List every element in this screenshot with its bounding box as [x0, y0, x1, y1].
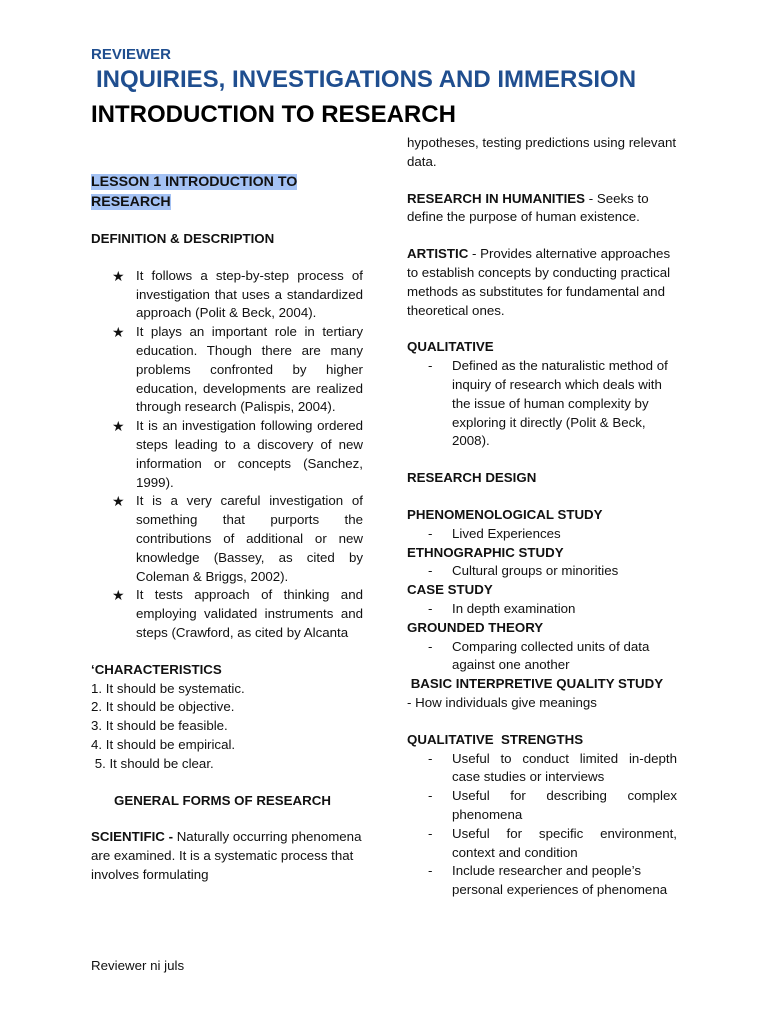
scientific-text: Naturally occurring phenomena are examined. It is a systematic process that involves formulating	[91, 829, 362, 882]
dash-bullet: -	[428, 863, 433, 879]
qualitative-heading: QUALITATIVE	[407, 339, 494, 355]
strengths-heading: QUALITATIVE STRENGTHS	[407, 731, 584, 747]
basic-interpretive-heading: BASIC INTERPRETIVE QUALITY STUDY	[407, 676, 664, 692]
dash-bullet: -	[428, 563, 433, 579]
reviewer-label: REVIEWER	[91, 46, 172, 63]
qualitative-list	[407, 357, 677, 451]
star-icon: ★	[112, 493, 125, 510]
list-item: - Useful to conduct limited in-depth case studies or interviews	[428, 750, 677, 785]
dash-bullet: -	[428, 525, 433, 541]
humanities-label: RESEARCH IN HUMANITIES	[407, 190, 586, 206]
artistic-label: ARTISTIC	[407, 246, 469, 262]
dash-bullet: -	[428, 638, 433, 654]
list-item: - Useful for describing complex phenomena	[428, 788, 677, 822]
list-item: ★ It is a very careful investigation of something that purports the contributions of additional or new knowledge (Bassey, as cited by Coleman & Briggs, 2002).	[112, 493, 363, 584]
lesson-title-line-2: RESEARCH	[91, 194, 171, 210]
design-name: GROUNDED THEORY	[407, 619, 544, 635]
list-item: ★ It follows a step-by-step process of investigation that uses a standardized approach (Polit & Beck, 2004).	[112, 267, 363, 321]
design-desc-list	[407, 562, 677, 581]
design-name: CASE STUDY	[407, 582, 493, 598]
design-desc-list	[407, 600, 677, 619]
star-icon: ★	[112, 418, 125, 435]
artistic-text: - Provides alternative approaches to establish concepts by conducting practical methods as substitutes for fundamental and theoretical ones.	[407, 246, 671, 318]
dash-bullet: -	[428, 825, 433, 841]
document-title: INQUIRIES, INVESTIGATIONS AND IMMERSION	[96, 66, 637, 93]
characteristic-item: 5. It should be clear.	[91, 755, 214, 771]
star-icon: ★	[112, 587, 125, 604]
dash-bullet: -	[428, 750, 433, 766]
characteristic-item: 2. It should be objective.	[91, 699, 235, 715]
design-desc-list	[407, 525, 677, 544]
humanities-text: - Seeks to define the purpose of human existence.	[407, 190, 649, 225]
humanities-paragraph	[407, 190, 677, 228]
characteristic-item: 4. It should be empirical.	[91, 736, 236, 752]
dash-bullet: -	[428, 788, 433, 804]
dash-bullet: -	[428, 600, 433, 616]
design-desc-list	[407, 638, 677, 676]
list-item: ★ It tests approach of thinking and employing validated instruments and steps (Crawford, as cited by Alcanta	[112, 587, 363, 640]
design-name: ETHNOGRAPHIC STUDY	[407, 544, 564, 560]
strengths-list	[407, 750, 677, 900]
dash-bullet: -	[428, 358, 433, 374]
artistic-paragraph	[407, 245, 677, 320]
star-icon: ★	[112, 267, 125, 284]
list-item: - Useful for specific environment, context and condition	[428, 825, 677, 860]
research-design-heading: RESEARCH DESIGN	[407, 470, 537, 486]
star-icon: ★	[112, 324, 125, 341]
list-item: ★ It is an investigation following ordered steps leading to a discovery of new information or concepts (Sanchez, 1999).	[112, 418, 363, 490]
list-item: - Cultural groups or minorities	[407, 562, 677, 581]
list-item: - Lived Experiences	[407, 525, 677, 544]
scientific-continued: hypotheses, testing predictions using relevant data.	[407, 135, 677, 169]
general-forms-heading: GENERAL FORMS OF RESEARCH	[114, 792, 331, 808]
document-subtitle: INTRODUCTION TO RESEARCH	[91, 101, 456, 128]
design-name: PHENOMENOLOGICAL STUDY	[407, 506, 603, 522]
left-column	[91, 172, 363, 885]
list-item: - In depth examination	[407, 600, 677, 619]
characteristics-heading: ‘CHARACTERISTICS	[91, 661, 222, 677]
scientific-paragraph	[91, 828, 363, 884]
list-item: - Defined as the naturalistic method of inquiry of research which deals with the issue of human complexity by exploring it directly (Polit & Beck, 2008).	[428, 358, 668, 449]
page-footer: Reviewer ni juls	[91, 958, 185, 973]
right-column	[407, 134, 677, 900]
list-item: - Include researcher and people’s personal experiences of phenomena	[428, 863, 668, 898]
characteristic-item: 1. It should be systematic.	[91, 680, 245, 696]
characteristic-item: 3. It should be feasible.	[91, 718, 228, 734]
list-item: - Comparing collected units of data against one another	[428, 638, 650, 673]
lesson-title	[91, 172, 363, 212]
definition-heading: DEFINITION & DESCRIPTION	[91, 231, 275, 246]
lesson-title-line-1: LESSON 1 INTRODUCTION TO	[91, 174, 298, 190]
definition-list	[91, 267, 363, 643]
list-item: ★ It plays an important role in tertiary education. Though there are many problems confronted by higher education, developments are realized through research (Palispis, 2004).	[112, 324, 363, 415]
basic-interpretive-desc: - How individuals give meanings	[407, 694, 597, 710]
scientific-label: SCIENTIFIC -	[91, 829, 173, 845]
